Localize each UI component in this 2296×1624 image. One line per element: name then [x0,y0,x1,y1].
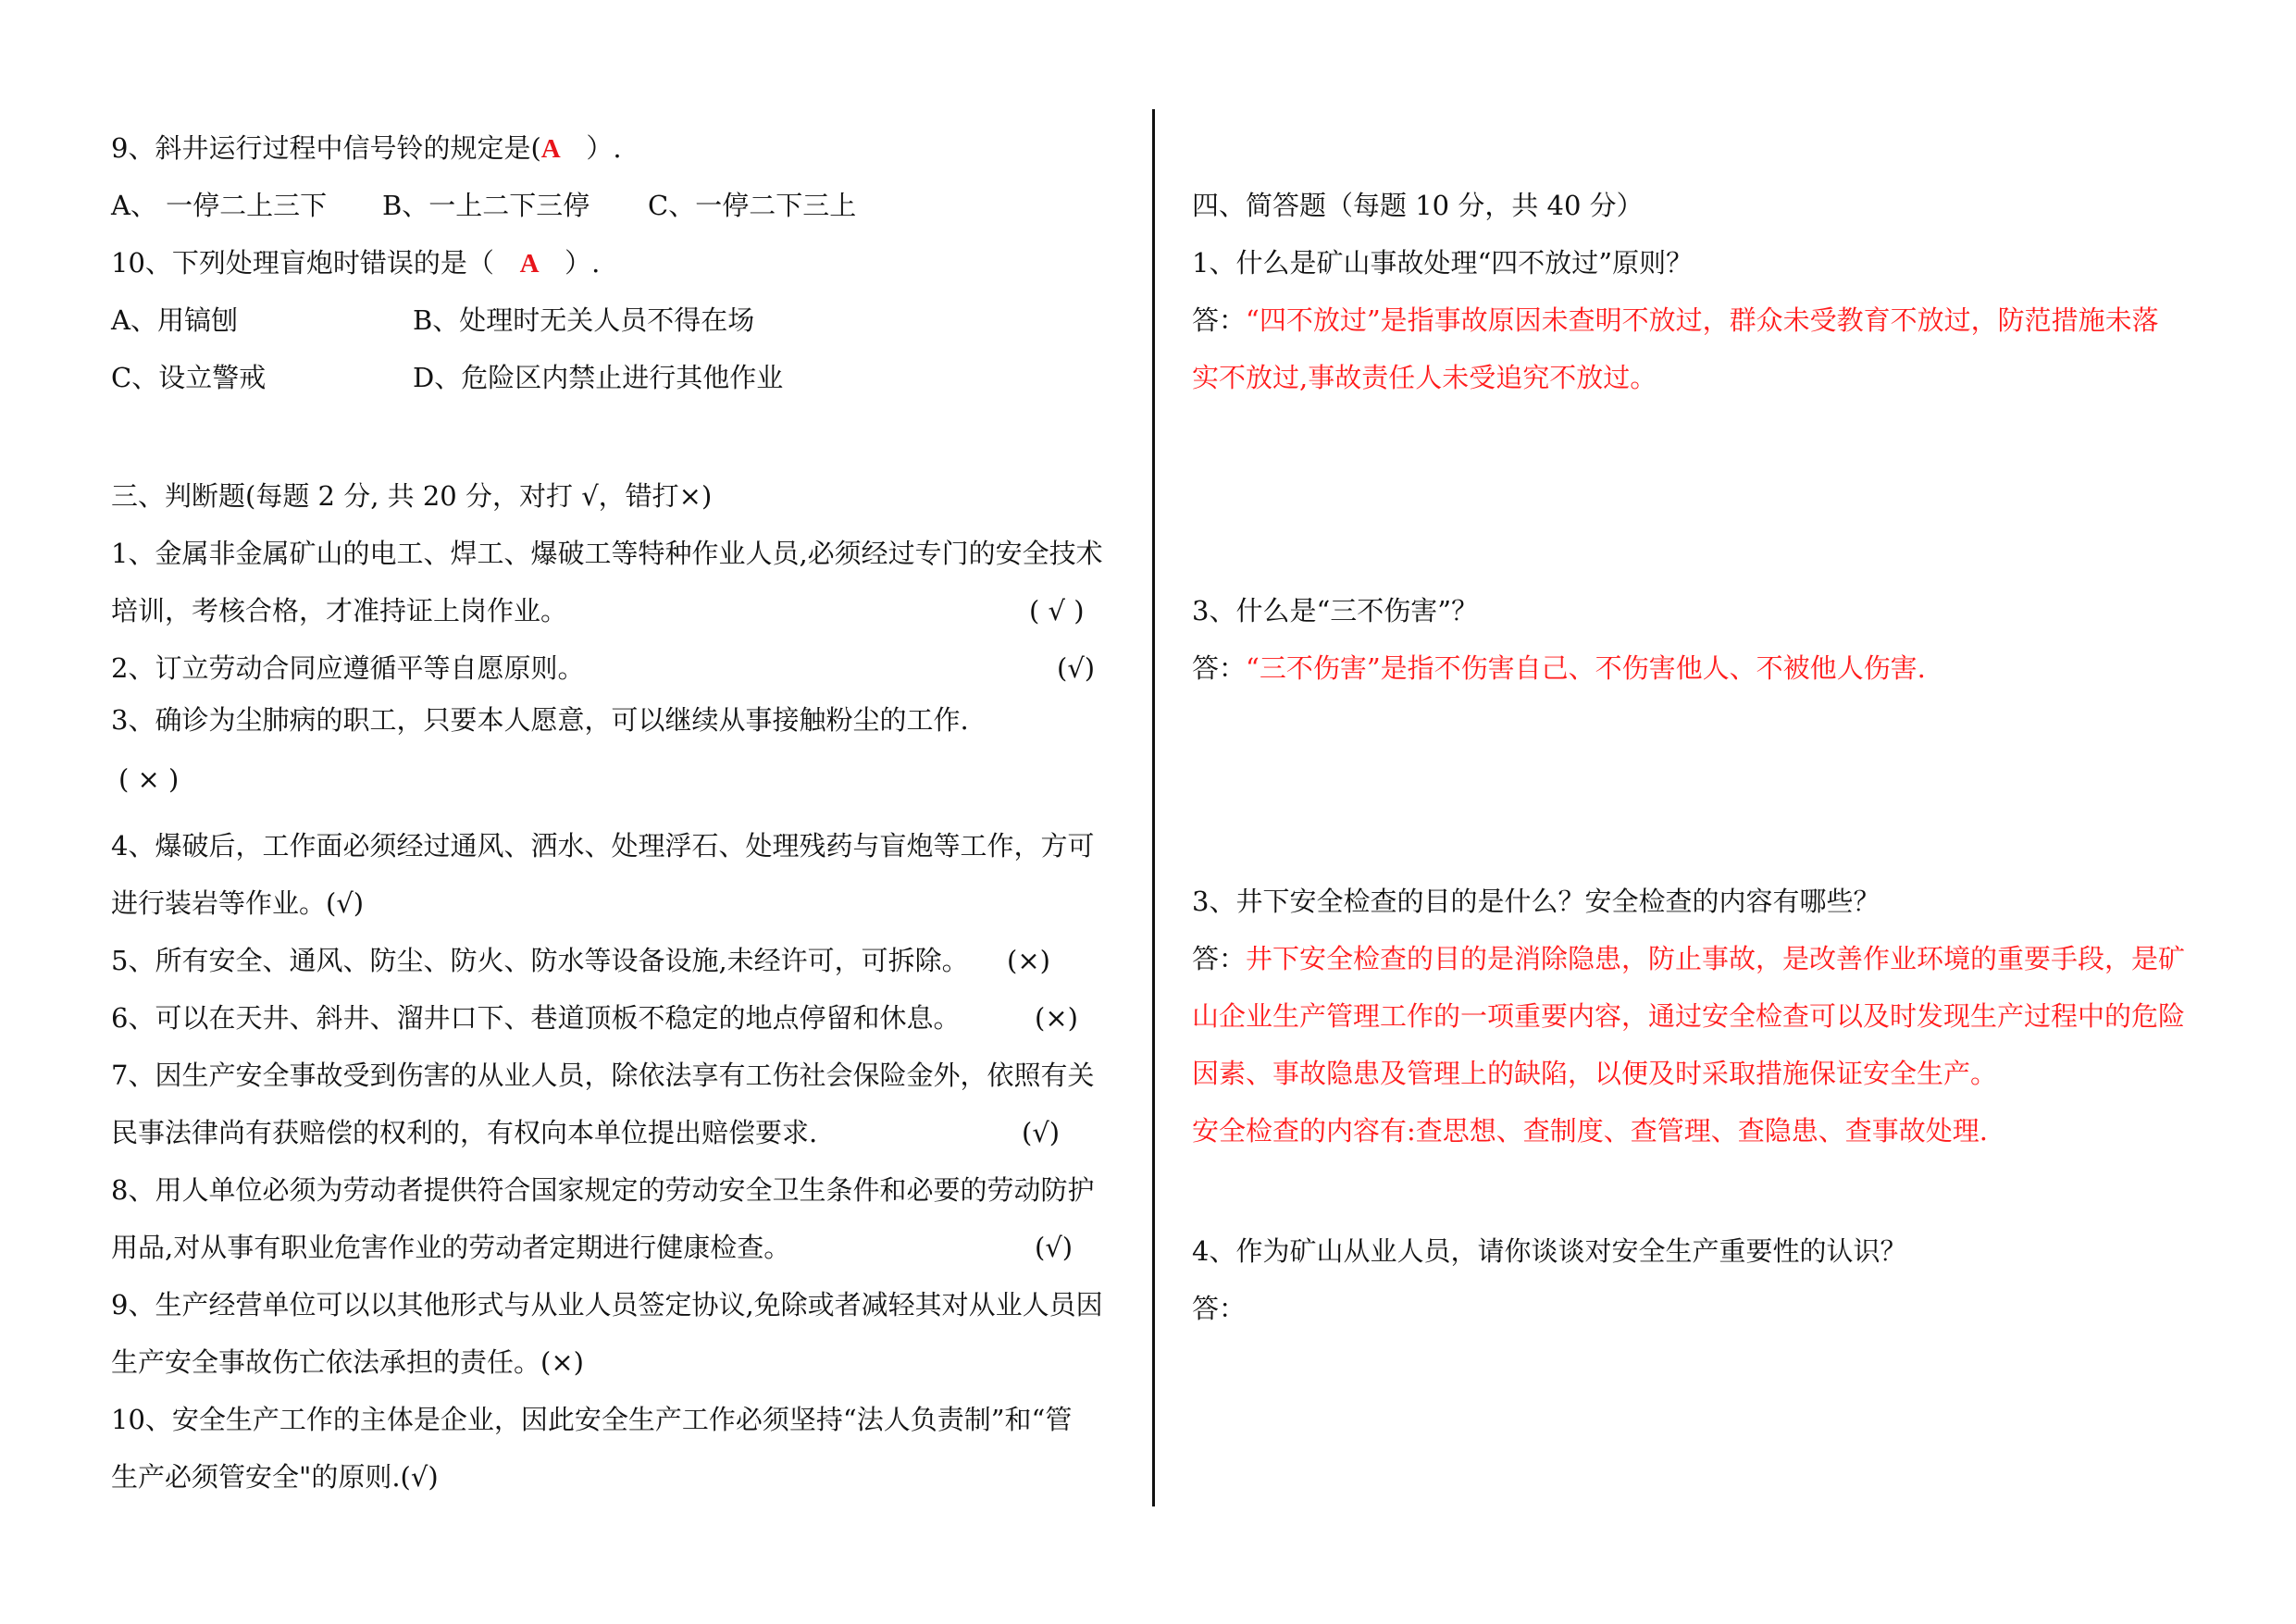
q9-option-b: B、一上二下三停 [382,190,590,221]
q10-option-b: B、处理时无关人员不得在场 [413,304,755,336]
column-divider [1152,109,1155,1506]
tf-3: 3、确诊为尘肺病的职工，只要本人愿意，可以继续从事接触粉尘的工作. [111,704,969,736]
tf-8-mark: (√) [1035,1232,1074,1263]
answer-letter: A [540,134,561,164]
tf-1-mark: ( √ ) [1029,595,1085,626]
q10-option-a: A、用镐刨 [111,304,238,336]
tf-4-line-b: 进行装岩等作业。(√) [111,887,365,919]
tf-9-line-a: 9、生产经营单位可以以其他形式与从业人员签定协议,免除或者减轻其对从业人员因 [111,1289,1103,1320]
tf-7-line-b: 民事法律尚有获赔偿的权利的，有权向本单位提出赔偿要求. [111,1117,818,1148]
tf-3-mark: ( × ) [118,763,180,795]
section-4-title: 四、简答题（每题 10 分，共 40 分） [1192,190,1644,221]
tf-8-line-b: 用品,对从事有职业危害作业的劳动者定期进行健康检查。 [111,1232,791,1263]
short-answer-3-line-b: 山企业生产管理工作的一项重要内容，通过安全检查可以及时发现生产过程中的危险 [1192,1000,2186,1032]
short-question-4: 4、作为矿山从业人员，请你谈谈对安全生产重要性的认识？ [1192,1235,1907,1267]
answer-text: 井下安全检查的目的是消除隐患，防止事故，是改善作业环境的重要手段，是矿 [1246,943,2186,974]
section-3-title: 三、判断题(每题 2 分, 共 20 分，对打 √，错打×) [111,480,713,512]
tf-6: 6、可以在天井、斜井、溜井口下、巷道顶板不稳定的地点停留和休息。 [111,1002,961,1034]
tf-7-line-a: 7、因生产安全事故受到伤害的从业人员，除依法享有工伤社会保险金外，依照有关 [111,1060,1095,1091]
tf-6-mark: (×) [1035,1002,1078,1034]
tf-10-line-b: 生产必须管安全"的原则.(√) [111,1461,439,1493]
tf-5: 5、所有安全、通风、防尘、防火、防水等设备设施,未经许可，可拆除。 [111,945,969,976]
tf-9-line-b: 生产安全事故伤亡依法承担的责任。(×) [111,1346,584,1378]
short-question-2: 3、什么是“三不伤害”？ [1192,595,1479,626]
short-answer-3-line-a [1192,940,2185,977]
q10-option-c: C、设立警戒 [111,362,267,393]
q9-option-c: C、一停二下三上 [648,190,857,221]
tf-2: 2、订立劳动合同应遵循平等自愿原则。 [111,652,585,684]
tf-4-line-a: 4、爆破后，工作面必须经过通风、洒水、处理浮石、处理残药与盲炮等工作，方可 [111,830,1095,862]
answer-label: 答： [1192,304,1247,336]
short-answer-1-line-b: 实不放过,事故责任人未受追究不放过。 [1192,362,1657,393]
answer-label: 答： [1192,652,1247,684]
tf-10-line-a: 10、安全生产工作的主体是企业，因此安全生产工作必须坚持“法人负责制”和“管 [111,1404,1073,1435]
tf-1-line-b: 培训，考核合格，才准持证上岗作业。 [111,595,568,626]
answer-letter: A [519,249,540,279]
answer-text: “三不伤害”是指不伤害自己、不伤害他人、不被他人伤害. [1246,652,1926,684]
short-answer-3-line-d: 安全检查的内容有:查思想、查制度、查管理、查隐患、查事故处理. [1192,1115,1988,1147]
question-10-multiple-choice: 10、下列处理盲炮时错误的是（ A ）. [111,247,601,279]
question-9-multiple-choice: 9、斜井运行过程中信号铃的规定是(A ）. [111,132,622,164]
short-answer-3-line-c: 因素、事故隐患及管理上的缺陷，以便及时采取措施保证安全生产。 [1192,1058,1998,1089]
tf-5-mark: (×) [1007,945,1050,976]
q9-option-a: A、 一停二上三下 [111,190,328,221]
tf-8-line-a: 8、用人单位必须为劳动者提供符合国家规定的劳动安全卫生条件和必要的劳动防护 [111,1174,1095,1206]
tf-2-mark: (√) [1057,652,1096,684]
answer-text: “四不放过”是指事故原因未查明不放过，群众未受教育不放过，防范措施未落 [1246,304,2159,336]
tf-1-line-a: 1、金属非金属矿山的电工、焊工、爆破工等特种作业人员,必须经过专门的安全技术 [111,538,1103,569]
q10-option-d: D、危险区内禁止进行其他作业 [413,362,784,393]
short-answer-4-label: 答： [1192,1293,1247,1324]
short-question-1: 1、什么是矿山事故处理“四不放过”原则？ [1192,247,1694,279]
short-answer-1-line-a [1192,302,2159,339]
short-answer-2 [1192,650,1926,687]
short-question-3: 3、井下安全检查的目的是什么？安全检查的内容有哪些？ [1192,886,1880,917]
answer-label: 答： [1192,943,1247,974]
tf-7-mark: (√) [1022,1117,1061,1148]
